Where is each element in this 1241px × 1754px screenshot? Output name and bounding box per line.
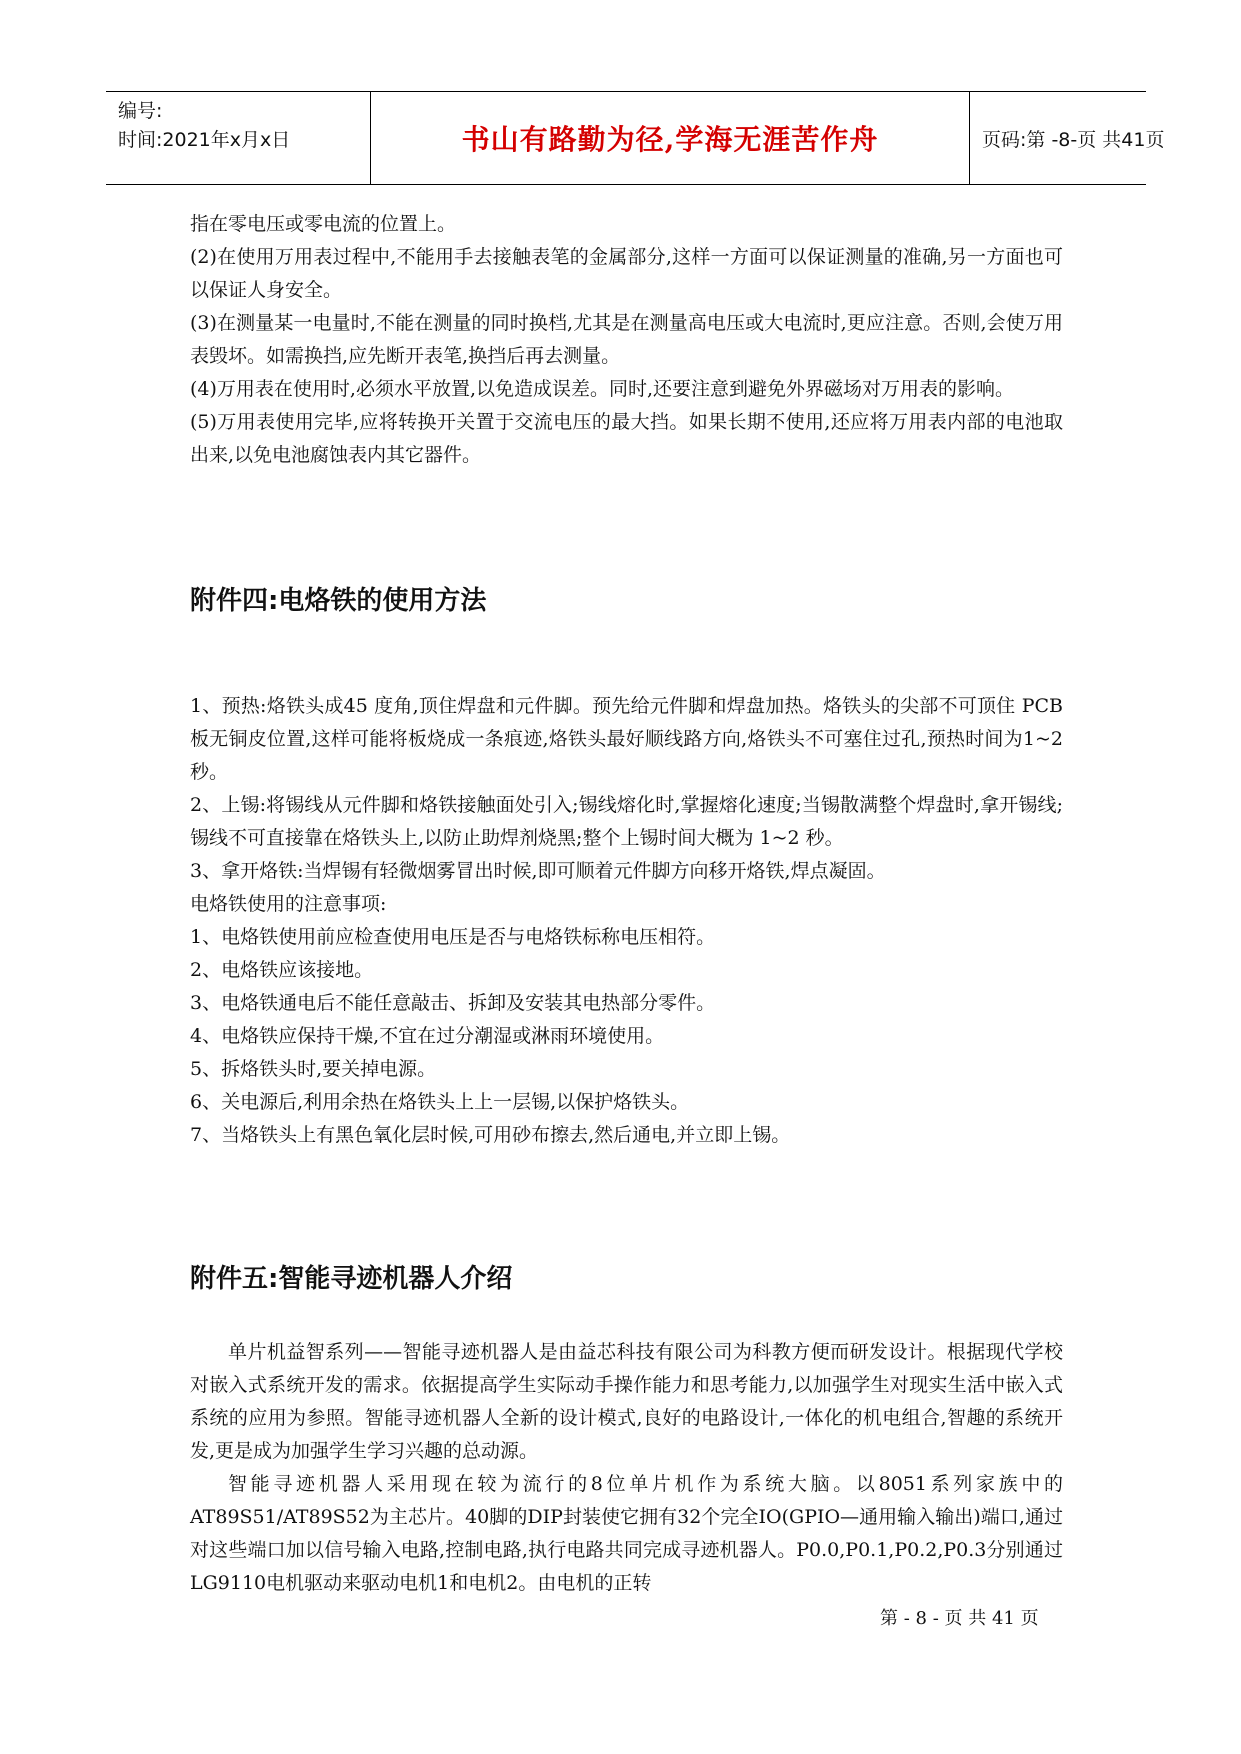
section-heading: 附件四:电烙铁的使用方法: [190, 586, 487, 616]
list-item: 6、关电源后,利用余热在烙铁头上上一层锡,以保护烙铁头。: [190, 1091, 690, 1113]
list-item: 4、电烙铁应保持干燥,不宜在过分潮湿或淋雨环境使用。: [190, 1025, 665, 1047]
paragraph: 2、上锡:将锡线从元件脚和烙铁接触面处引入;锡线熔化时,掌握熔化速度;当锡散满整个焊盘时,拿开锡线;锡线不可直接靠在烙铁头上,以防止助焊剂烧黑;整个上锡时间大概为 1~2 秒。: [190, 794, 1063, 849]
paragraph: (2)在使用万用表过程中,不能用手去接触表笔的金属部分,这样一方面可以保证测量的准确,另一方面也可以保证人身安全。: [190, 246, 1063, 301]
list-item: 1、电烙铁使用前应检查使用电压是否与电烙铁标称电压相符。: [190, 926, 716, 948]
paragraph: 单片机益智系列——智能寻迹机器人是由益芯科技有限公司为科教方便而研发设计。根据现代学校对嵌入式系统开发的需求。依据提高学生实际动手操作能力和思考能力,以加强学生对现实生活中嵌入式系统的应用为参照。智能寻迹机器人全新的设计模式,良好的电路设计,一体化的机电组合,智趣的系统开发,更是成为加强学生学习兴趣的总动源。: [190, 1341, 1063, 1462]
list-item: 3、电烙铁通电后不能任意敲击、拆卸及安装其电热部分零件。: [190, 992, 716, 1014]
section-heading: 附件五:智能寻迹机器人介绍: [190, 1264, 513, 1294]
paragraph: 3、拿开烙铁:当焊锡有轻微烟雾冒出时候,即可顺着元件脚方向移开烙铁,焊点凝固。: [190, 860, 886, 882]
paragraph: (3)在测量某一电量时,不能在测量的同时换档,尤其是在测量高电压或大电流时,更应注意。否则,会使万用表毁坏。如需换挡,应先断开表笔,换挡后再去测量。: [190, 312, 1063, 367]
page-header: [106, 91, 1165, 185]
header-page-info: 页码:第 -8-页 共41页: [982, 129, 1165, 151]
paragraph: 电烙铁使用的注意事项:: [190, 893, 387, 915]
list-item: 7、当烙铁头上有黑色氧化层时候,可用砂布擦去,然后通电,并立即上锡。: [190, 1124, 791, 1146]
section3-continued-text: [190, 208, 1063, 472]
paragraph: (5)万用表使用完毕,应将转换开关置于交流电压的最大挡。如果长期不使用,还应将万用表内部的电池取出来,以免电池腐蚀表内其它器件。: [190, 411, 1063, 466]
paragraph: 1、预热:烙铁头成45 度角,顶住焊盘和元件脚。预先给元件脚和焊盘加热。烙铁头的尖部不可顶住 PCB 板无铜皮位置,这样可能将板烧成一条痕迹,烙铁头最好顺线路方向,烙铁头不可塞住过孔,预热时间为1~2 秒。: [190, 695, 1063, 783]
document-time-label: 时间:2021年x月x日: [118, 129, 291, 151]
paragraph: 指在零电压或零电流的位置上。: [190, 213, 457, 235]
section4-body: [190, 690, 1063, 1152]
section5-body: [190, 1336, 1063, 1600]
list-item: 2、电烙铁应该接地。: [190, 959, 374, 981]
page-footer: 第 - 8 - 页 共 41 页: [880, 1608, 1039, 1629]
header-page-cell: [970, 92, 1165, 184]
header-motto-cell: [371, 92, 970, 184]
paragraph: (4)万用表在使用时,必须水平放置,以免造成误差。同时,还要注意到避免外界磁场对万用表的影响。: [190, 378, 1015, 400]
paragraph: 智能寻迹机器人采用现在较为流行的8位单片机作为系统大脑。以8051系列家族中的AT89S51/AT89S52为主芯片。40脚的DIP封装使它拥有32个完全IO(GPIO—通用输入输出)端口,通过对这些端口加以信号输入电路,控制电路,执行电路共同完成寻迹机器人。P0.0,P0.1,P0.2,P0.3分别通过LG9110电机驱动来驱动电机1和电机2。由电机的正转: [190, 1473, 1063, 1594]
header-motto: 书山有路勤为径,学海无涯苦作舟: [461, 123, 879, 156]
document-number-label: 编号:: [118, 100, 163, 122]
list-item: 5、拆烙铁头时,要关掉电源。: [190, 1058, 437, 1080]
header-info-cell: [106, 92, 371, 184]
